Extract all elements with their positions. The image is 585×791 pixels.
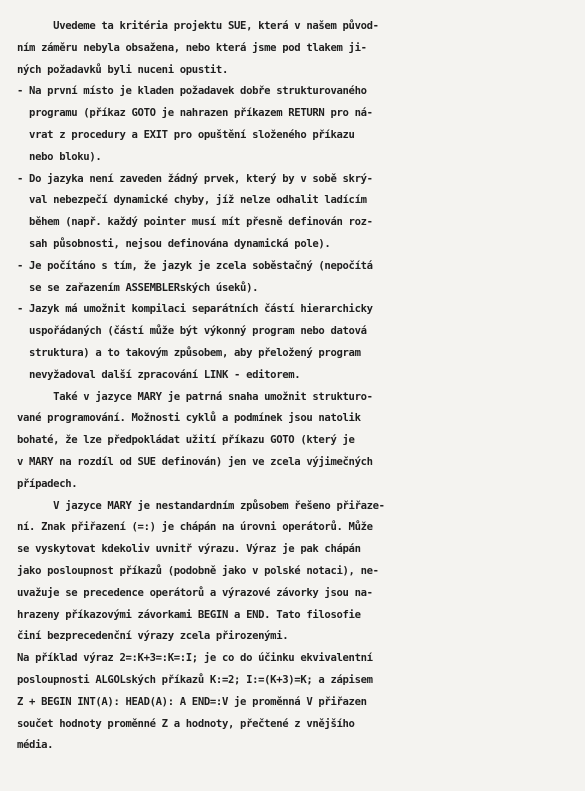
text-line: vrat z procedury a EXIT pro opuštění složeného příkazu (17, 128, 355, 141)
text-line: se vyskytovat kdekoliv uvnitř výrazu. Výraz je pak chápán (17, 543, 361, 556)
text-line: vané programování. Možnosti cyklů a podmínek jsou natolik (17, 412, 361, 425)
text-line: val nebezpečí dynamické chyby, jíž nelze odhalit ladícím (17, 194, 367, 207)
text-line: - Do jazyka není zaveden žádný prvek, který by v sobě skrý- (17, 172, 373, 185)
text-line: ní. Znak přiřazení (=:) je chápán na úrovni operátorů. Může (17, 521, 373, 534)
text-line: v MARY na rozdíl od SUE definován) jen ve zcela výjimečných (17, 455, 373, 468)
text-line: nebo bloku). (17, 150, 102, 163)
text-line: uspořádaných (částí může být výkonný program nebo datová (17, 325, 367, 338)
text-line: nevyžadoval další zpracování LINK - editorem. (17, 368, 301, 381)
text-line: sah působnosti, nejsou definována dynamická pole). (17, 237, 331, 250)
text-line: bohaté, že lze předpokládat užití příkazu GOTO (který je (17, 434, 355, 447)
text-line: programu (příkaz GOTO je nahrazen příkazem RETURN pro ná- (17, 107, 373, 120)
text-line: V jazyce MARY je nestandardním způsobem řešeno přiřaze- (17, 499, 385, 512)
text-line: jako posloupnost příkazů (podobně jako v polské notaci), ne- (17, 564, 379, 577)
text-line: ním záměru nebyla obsažena, nebo která jsme pod tlakem ji- (17, 41, 367, 54)
text-line: média. (17, 739, 54, 752)
text-line: - Jazyk má umožnit kompilaci separátních částí hierarchicky (17, 303, 373, 316)
text-line: struktura) a to takovým způsobem, aby přeložený program (17, 346, 361, 359)
text-line: případech. (17, 477, 78, 490)
text-line: posloupnosti ALGOLských příkazů K:=2; I:=(K+3)=K; a zápisem (17, 673, 373, 686)
text-line: Uvedeme ta kritéria projektu SUE, která v našem původ- (17, 20, 379, 32)
text-line: během (např. každý pointer musí mít přesně definován roz- (17, 216, 373, 229)
text-line: - Je počítáno s tím, že jazyk je zcela soběstačný (nepočítá (17, 259, 373, 272)
text-line: uvažuje se precedence operátorů a výrazové závorky jsou na- (17, 586, 373, 599)
text-line: činí bezprecedenční výrazy zcela přirozenými. (17, 630, 289, 643)
text-line: Z + BEGIN INT(A): HEAD(A): A END=:V je proměnná V přiřazen (17, 695, 367, 708)
text-line: - Na první místo je kladen požadavek dobře strukturovaného (17, 85, 367, 98)
text-line: Na příklad výraz 2=:K+3=:K=:I; je co do účinku ekvivalentní (17, 652, 373, 665)
text-line: ných požadavků byli nuceni opustit. (17, 63, 228, 76)
text-line: se se zařazením ASSEMBLERských úseků). (17, 281, 259, 294)
text-line: hrazeny příkazovými závorkami BEGIN a END. Tato filosofie (17, 608, 361, 621)
text-line: součet hodnoty proměnné Z a hodnoty, přečtené z vnějšího (17, 717, 355, 730)
text-line: Také v jazyce MARY je patrná snaha umožnit strukturo- (17, 390, 373, 403)
